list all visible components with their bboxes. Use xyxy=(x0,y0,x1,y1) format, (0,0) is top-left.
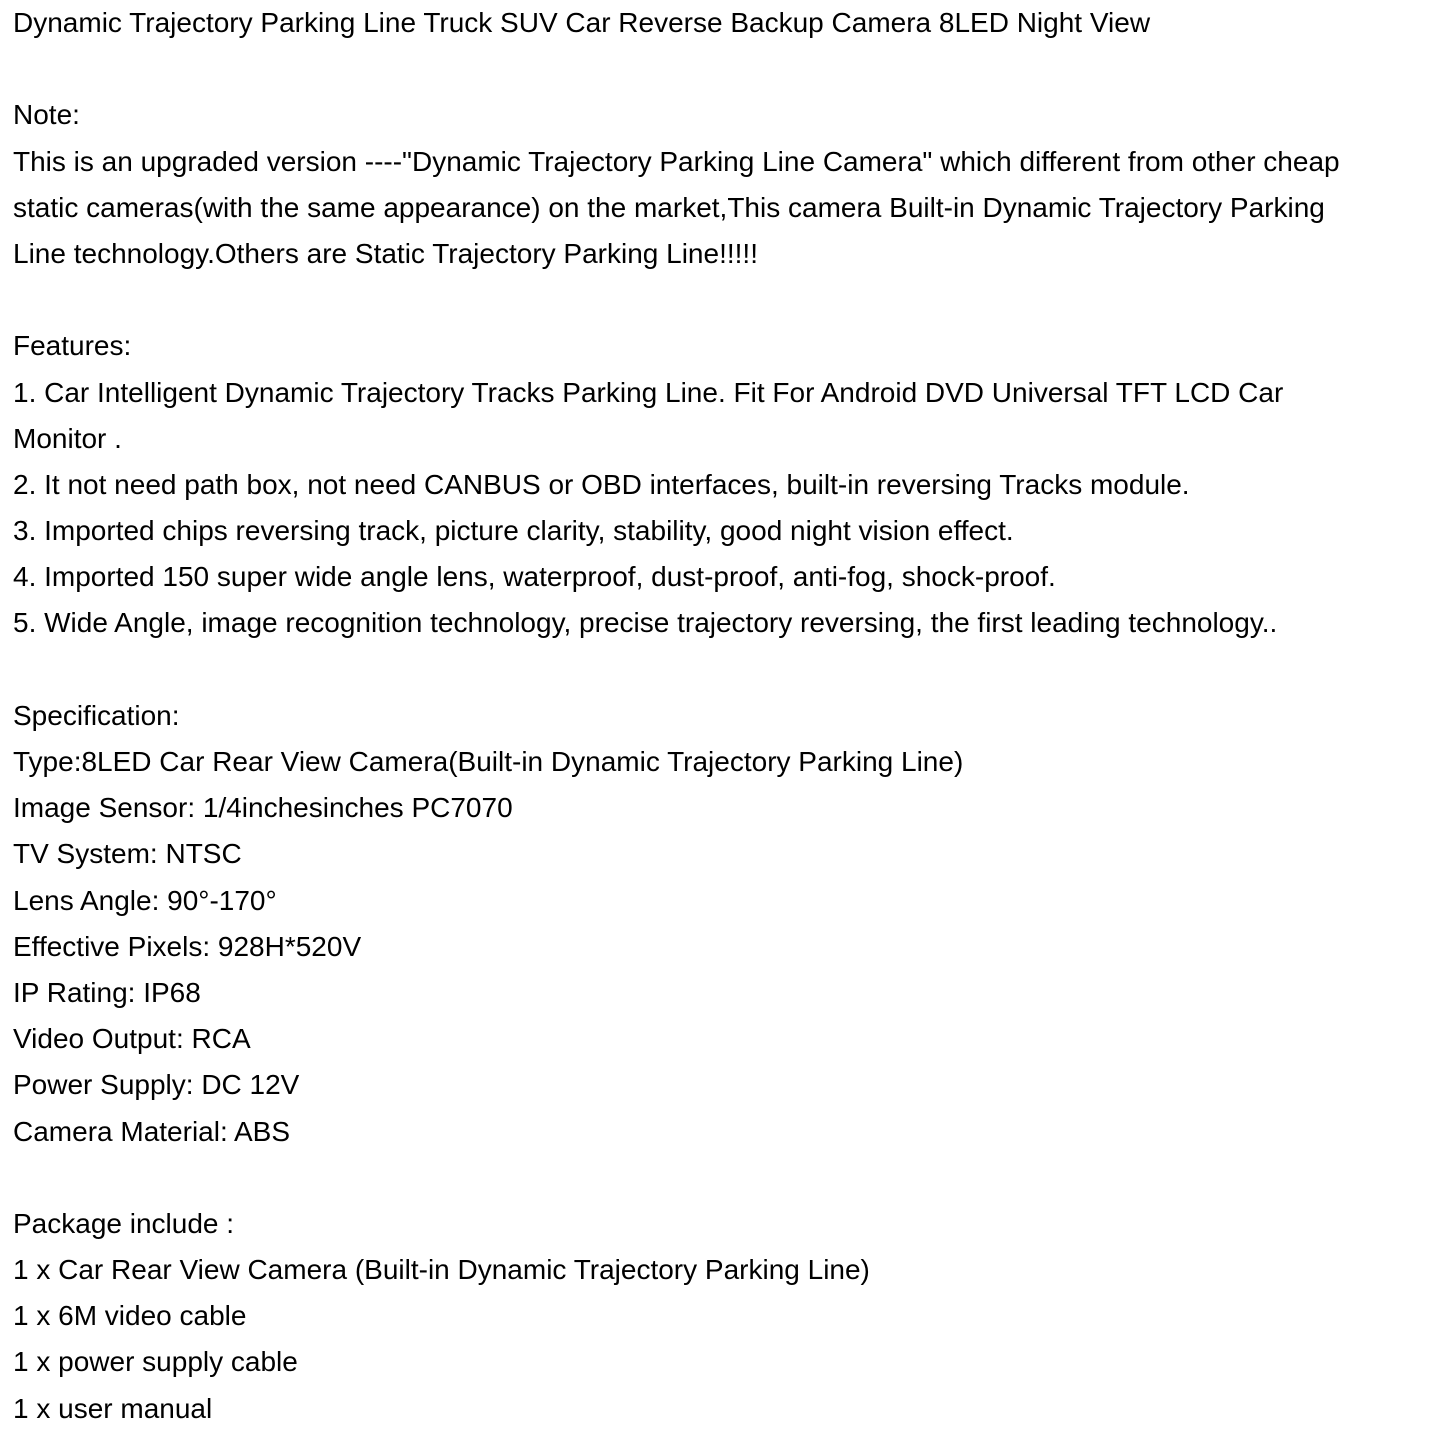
note-section xyxy=(13,92,1433,277)
features-section xyxy=(13,323,1433,646)
feature-item: 1. Car Intelligent Dynamic Trajectory Tracks Parking Line. Fit For Android DVD Universal TFT LCD Car xyxy=(13,376,1284,408)
note-text-line: Line technology.Others are Static Trajectory Parking Line!!!!! xyxy=(13,237,758,269)
feature-item: 4. Imported 150 super wide angle lens, waterproof, dust-proof, anti-fog, shock-proof. xyxy=(13,561,1056,593)
spec-camera-material: Camera Material: ABS xyxy=(13,1115,290,1147)
spec-video-output: Video Output: RCA xyxy=(13,1023,251,1055)
specification-heading: Specification: xyxy=(13,699,180,731)
spec-power-supply: Power Supply: DC 12V xyxy=(13,1069,300,1101)
spec-lens-angle: Lens Angle: 90°-170° xyxy=(13,884,277,916)
note-text-line: This is an upgraded version ----"Dynamic Trajectory Parking Line Camera" which different from other cheap xyxy=(13,145,1340,177)
package-item: 1 x 6M video cable xyxy=(13,1300,247,1332)
note-heading: Note: xyxy=(13,99,80,131)
package-item: 1 x user manual xyxy=(13,1392,213,1424)
page-title: Dynamic Trajectory Parking Line Truck SUV Car Reverse Backup Camera 8LED Night View xyxy=(13,7,1151,38)
feature-item: 5. Wide Angle, image recognition technology, precise trajectory reversing, the first leading technology.. xyxy=(13,607,1278,639)
specification-section xyxy=(13,693,1433,1155)
package-item: 1 x power supply cable xyxy=(13,1346,298,1378)
spacer xyxy=(13,1155,1433,1201)
spec-effective-pixels: Effective Pixels: 928H*520V xyxy=(13,930,362,962)
package-heading: Package include : xyxy=(13,1207,235,1239)
feature-item-continuation: Monitor . xyxy=(13,422,122,454)
spec-tv-system: TV System: NTSC xyxy=(13,838,242,870)
spec-ip-rating: IP Rating: IP68 xyxy=(13,976,201,1008)
spacer xyxy=(13,46,1433,92)
feature-item: 2. It not need path box, not need CANBUS or OBD interfaces, built-in reversing Tracks module. xyxy=(13,468,1190,500)
note-text-line: static cameras(with the same appearance) on the market,This camera Built-in Dynamic Trajectory Parking xyxy=(13,191,1325,223)
spacer xyxy=(13,647,1433,693)
package-section xyxy=(13,1201,1433,1432)
product-description xyxy=(13,0,1433,1432)
feature-item: 3. Imported chips reversing track, picture clarity, stability, good night vision effect. xyxy=(13,515,1014,547)
features-heading: Features: xyxy=(13,330,132,362)
spec-image-sensor: Image Sensor: 1/4inchesinches PC7070 xyxy=(13,792,513,824)
spacer xyxy=(13,277,1433,323)
package-item: 1 x Car Rear View Camera (Built-in Dynamic Trajectory Parking Line) xyxy=(13,1254,870,1286)
spec-type: Type:8LED Car Rear View Camera(Built-in Dynamic Trajectory Parking Line) xyxy=(13,746,964,777)
